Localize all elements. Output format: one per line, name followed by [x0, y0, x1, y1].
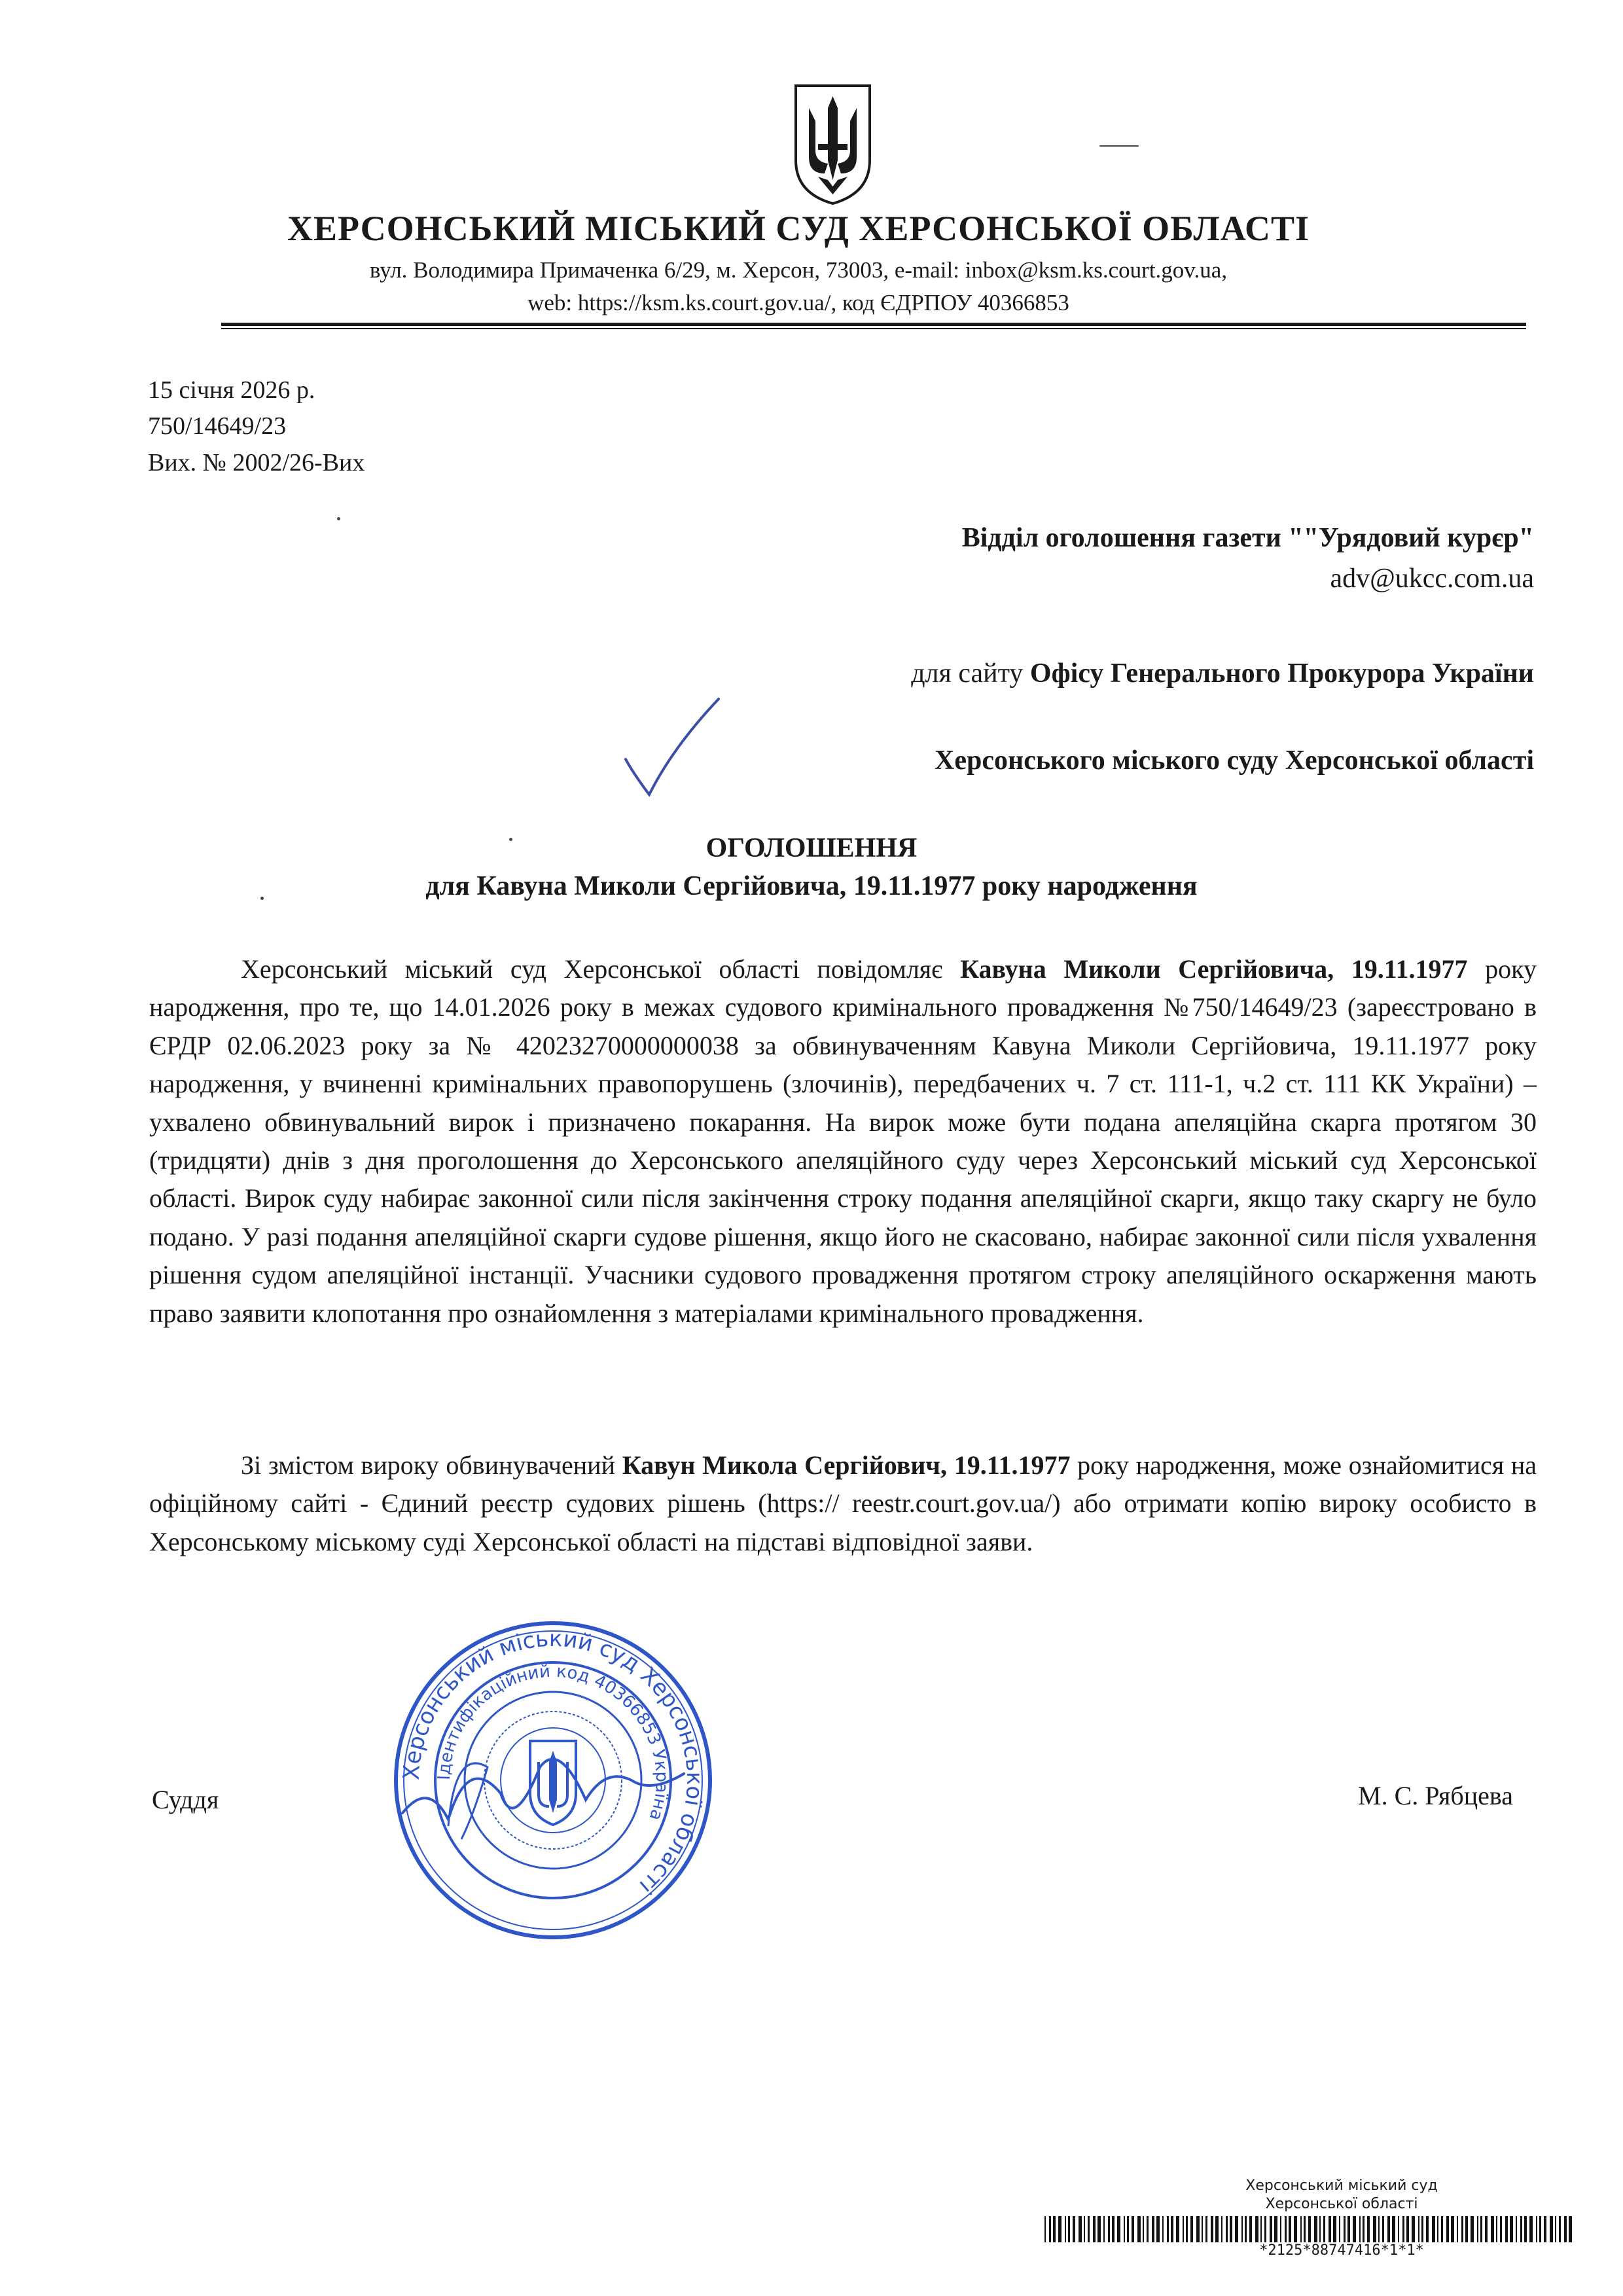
barcode-bar [1300, 2216, 1302, 2242]
seal-inner-text: Ідентифікаційний код 40366853 Україна [434, 1661, 672, 1823]
notice-paragraph-2 [149, 1446, 1537, 1561]
barcode-bar [1465, 2216, 1468, 2242]
barcode-bar [1516, 2216, 1517, 2242]
barcode-code: *2125*88747416*1*1* [1259, 2242, 1424, 2259]
barcode-bar [1215, 2216, 1219, 2242]
barcode-bar [1068, 2216, 1070, 2242]
barcode-bar [1550, 2216, 1553, 2242]
scan-speck [509, 838, 512, 841]
recipient-prosecutor-prefix: для сайту [911, 658, 1030, 689]
recipient-prosecutor [911, 658, 1534, 689]
barcode-bar [1329, 2216, 1331, 2242]
barcode-bar [1373, 2216, 1376, 2242]
barcode-bar [1426, 2216, 1429, 2242]
barcode-bar [1398, 2216, 1399, 2242]
recipient-newspaper: Відділ оголошення газети ""Урядовий курєр" [961, 523, 1534, 553]
barcode-bar [1500, 2216, 1502, 2242]
court-seal [389, 1617, 717, 1944]
barcode-bar [1505, 2216, 1508, 2242]
outgoing-number: Вих. № 2002/26-Вих [148, 449, 365, 476]
barcode-bar [1221, 2216, 1222, 2242]
barcode-bar [1190, 2216, 1193, 2242]
barcode-court-line2: Херсонської області [1265, 2196, 1418, 2212]
barcode-bar [1319, 2216, 1321, 2242]
barcode-bar [1308, 2216, 1311, 2242]
barcode-bar [1249, 2216, 1252, 2242]
scan-speck [1099, 145, 1139, 147]
recipient-prosecutor-name: Офісу Генерального Прокурора України [1029, 658, 1534, 689]
barcode-bar [1124, 2216, 1125, 2242]
barcode-bar [1524, 2216, 1527, 2242]
barcode-bar [1539, 2216, 1541, 2242]
check-mark-icon [620, 695, 732, 806]
barcode-bar [1564, 2216, 1567, 2242]
barcode-bar [1359, 2216, 1361, 2242]
barcode-bar [1344, 2216, 1346, 2242]
barcode-bar [1065, 2216, 1066, 2242]
barcode-bar [1367, 2216, 1370, 2242]
barcode-bar [1378, 2216, 1380, 2242]
barcode-bar [1491, 2216, 1494, 2242]
recipient-newspaper-email: adv@ukcc.com.ua [1330, 564, 1534, 594]
barcode-bar [1461, 2216, 1463, 2242]
barcode-bar [1088, 2216, 1090, 2242]
barcode-bar [1230, 2216, 1232, 2242]
barcode-bar [1260, 2216, 1262, 2242]
barcode-bar [1143, 2216, 1144, 2242]
barcode-bar [1347, 2216, 1350, 2242]
p2-text-c: року народження, може ознайомитися на офіційному сайті - Єдиний реєстр судових рішень (https:// reestr.court.gov.ua/) або отримати копію вироку особисто в Херсонському міському суді Херсонської області на підставі відповідної заяви. [149, 1450, 1537, 1556]
barcode-bar [1304, 2216, 1306, 2242]
notice-paragraph-1 [149, 950, 1537, 1333]
barcode-bar [1289, 2216, 1291, 2242]
barcode-bar [1117, 2216, 1120, 2242]
barcode-bar [1353, 2216, 1356, 2242]
court-name: ХЕРСОНСЬКИЙ МІСЬКИЙ СУД ХЕРСОНСЬКОЇ ОБЛАСТІ [287, 209, 1310, 248]
barcode-bar [1183, 2216, 1184, 2242]
barcode-bar [1544, 2216, 1546, 2242]
barcode-bar [1127, 2216, 1129, 2242]
barcode-bar [1171, 2216, 1173, 2242]
barcode-bar [1402, 2216, 1404, 2242]
barcode-bar [1477, 2216, 1478, 2242]
judge-name: М. С. Рябцева [1358, 1781, 1513, 1810]
barcode-bar [1437, 2216, 1438, 2242]
barcode-bar [1058, 2216, 1061, 2242]
barcode-bar [1363, 2216, 1364, 2242]
barcode-bar [1485, 2216, 1488, 2242]
barcode-bar [1536, 2216, 1537, 2242]
scan-speck [260, 897, 264, 900]
barcode-bar [1255, 2216, 1258, 2242]
judge-label: Суддя [152, 1785, 219, 1814]
barcode-bar [1418, 2216, 1419, 2242]
barcode-icon [1044, 2216, 1575, 2242]
barcode-bar [1205, 2216, 1207, 2242]
barcode-bar [1387, 2216, 1390, 2242]
barcode-bar [1285, 2216, 1287, 2242]
barcode-bar [1382, 2216, 1384, 2242]
barcode-bar [1446, 2216, 1449, 2242]
barcode-bar [1496, 2216, 1497, 2242]
barcode-bar [1108, 2216, 1110, 2242]
barcode-bar [1162, 2216, 1164, 2242]
barcode-bar [1202, 2216, 1203, 2242]
barcode-bar [1044, 2216, 1046, 2242]
barcode-bar [1084, 2216, 1085, 2242]
header-divider-thin [221, 328, 1526, 329]
barcode-bar [1280, 2216, 1281, 2242]
barcode-bar [1274, 2216, 1277, 2242]
barcode-bar [1471, 2216, 1474, 2242]
barcode-bar [1314, 2216, 1317, 2242]
notice-subtitle: для Кавуна Миколи Сергійовича, 19.11.1977 року народження [425, 871, 1198, 901]
barcode-bar [1235, 2216, 1238, 2242]
barcode-bar [1270, 2216, 1272, 2242]
coat-of-arms-icon [792, 82, 874, 206]
barcode-bar [1049, 2216, 1051, 2242]
p1-text-a: Херсонський міський суд Херсонської області повідомляє [241, 954, 960, 984]
p2-text-a: Зі змістом вироку обвинувачений [241, 1450, 622, 1480]
barcode-bar [1147, 2216, 1149, 2242]
document-date: 15 січня 2026 р. [148, 376, 315, 404]
barcode-bar [1457, 2216, 1458, 2242]
barcode-bar [1432, 2216, 1435, 2242]
barcode-bar [1412, 2216, 1415, 2242]
barcode-bar [1112, 2216, 1115, 2242]
barcode-bar [1510, 2216, 1513, 2242]
barcode-bar [1073, 2216, 1075, 2242]
barcode-bar [1264, 2216, 1266, 2242]
barcode-bar [1555, 2216, 1556, 2242]
barcode-bar [1333, 2216, 1336, 2242]
barcode-bar [1294, 2216, 1297, 2242]
case-number: 750/14649/23 [148, 412, 287, 440]
seal-outer-text: Херсонський міський суд Херсонської області [398, 1625, 708, 1899]
barcode-bar [1245, 2216, 1247, 2242]
barcode-court-line1: Херсонський міський суд [1245, 2178, 1438, 2194]
barcode-bar [1559, 2216, 1561, 2242]
barcode-bar [1053, 2216, 1056, 2242]
barcode-bar [1079, 2216, 1082, 2242]
recipient-court: Херсонського міського суду Херсонської області [935, 745, 1534, 776]
barcode-bar [1451, 2216, 1454, 2242]
barcode-bar [1156, 2216, 1160, 2242]
barcode-bar [1097, 2216, 1101, 2242]
barcode-bar [1392, 2216, 1395, 2242]
barcode-bar [1196, 2216, 1200, 2242]
barcode-bar [1529, 2216, 1533, 2242]
barcode-bar [1339, 2216, 1340, 2242]
header-divider [221, 323, 1526, 326]
barcode-bar [1241, 2216, 1243, 2242]
barcode-bar [1137, 2216, 1141, 2242]
p1-person-name: Кавуна Миколи Сергійовича, 19.11.1977 [959, 954, 1468, 984]
barcode-bar [1152, 2216, 1154, 2242]
barcode-bar [1211, 2216, 1213, 2242]
barcode-bar [1167, 2216, 1169, 2242]
notice-title: ОГОЛОШЕННЯ [705, 833, 918, 863]
barcode-bar [1441, 2216, 1443, 2242]
p1-text-c: року народження, про те, що 14.01.2026 року в межах судового кримінального провадження №750/14649/23 (зареєстровано в ЄРДР 02.06.2023 року за № 42023270000000038 за обвинуваченням Кавуна Миколи Сергійовича, 19.11.1977 року народження, у вчиненні кримінальних правопорушень (злочинів), передбачених ч. 7 ст. 111-1, ч.2 ст. 111 КК України) – ухвалено обвинувальний вирок і призначено покарання. На вирок може бути подана апеляційна скарга протягом 30 (тридцяти) днів з дня проголошення до Херсонського апеляційного суду через Херсонський міський суд Херсонської області. Вирок суду набирає законної сили після закінчення строку подання апеляційної скарги, якщо таку скаргу не було подано. У разі подання апеляційної скарги судове рішення, якщо його не скасовано, набирає законної сили після ухвалення рішення судом апеляційної інстанції. Учасники судового провадження протягом строку апеляційного оскарження мають право заявити клопотання про ознайомлення з матеріалами кримінального провадження. [149, 954, 1537, 1328]
court-address-line2: web: https://ksm.ks.court.gov.ua/, код ЄДРПОУ 40366853 [527, 290, 1069, 315]
barcode-bar [1421, 2216, 1423, 2242]
barcode-bar [1093, 2216, 1096, 2242]
p2-person-name: Кавун Микола Сергійович, 19.11.1977 [622, 1450, 1071, 1480]
scan-speck [337, 517, 340, 520]
barcode-bar [1406, 2216, 1409, 2242]
barcode-bar [1103, 2216, 1105, 2242]
barcode-bar [1480, 2216, 1482, 2242]
barcode-bar [1520, 2216, 1522, 2242]
barcode-bar [1569, 2216, 1572, 2242]
barcode-bar [1226, 2216, 1228, 2242]
barcode-bar [1132, 2216, 1134, 2242]
barcode-bar [1176, 2216, 1179, 2242]
court-address-line1: вул. Володимира Примаченка 6/29, м. Херсон, 73003, e-mail: inbox@ksm.ks.court.gov.ua, [369, 257, 1228, 283]
barcode-bar [1186, 2216, 1188, 2242]
barcode-bar [1323, 2216, 1325, 2242]
